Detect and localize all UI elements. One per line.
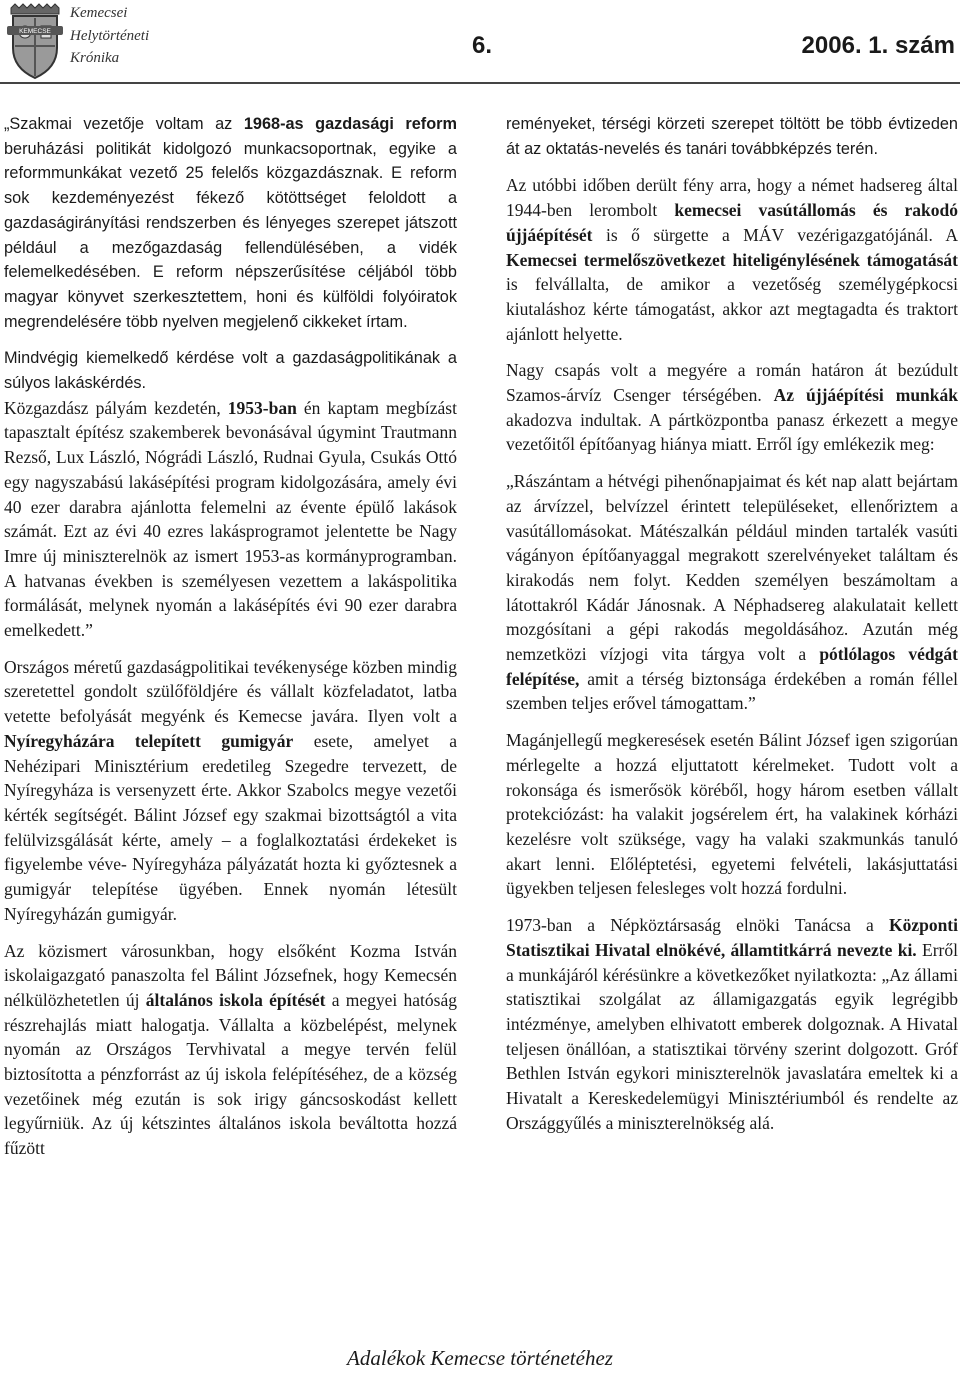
svg-text:KEMECSE: KEMECSE [19,28,51,35]
left-column [4,112,457,1173]
text-run: akadozva indultak. A pártközpontba panasz érkezett a megye vezetőitől építőanyag hiánya miatt. Erről így emlékezik meg: [506,409,958,455]
bold-run: Az újjáépítési munkák [773,385,958,406]
text-run: Közgazdász pályám kezdetén, [4,397,228,418]
text-run: reményeket, térségi körzeti szerepet töltött be több évtizeden át az oktatás-nevelés és tanári továbbképzés terén. [506,115,958,158]
text-run: is ő sürgette a MÁV vezérigazgatójánál. A [592,224,958,245]
bold-run: 1968-as gazdasági reform [243,115,457,133]
bold-run: kemecsei vasútállomás és rakodó újjáépítését [506,200,958,245]
paragraph [4,346,457,395]
text-run: esete, amelyet a Nehézipari Minisztérium eredetileg Szegedre tervezett, de Nyíregyháza is versenyzett érte. Akkor Szabolcs megye vezetői kérték segítségét. Bálint József egy szakmai bizottságtól a vita felülvizsgálását kérte, amely – a foglalkoztatási érdekeket is figyelembe véve- Nyíregyháza pályázatát hozta ki győztesnek a gumigyár telepítése ügyében. Ennek nyomán létesült Nyíregyházán gumigyár. [4,730,457,924]
text-run: beruházási politikát kidolgozó munkacsoportnak, egyike a reformmunkákat vezető 25 felelős közgazdásznak. E reform sok kezdeményezést fékező kötöttséget feloldott a gazdaságirányítási rendszerben és lényeges szerepet játszott például a mezőgazdaság fellendülésében, a vidék felemelkedésében. E reform népszerűsítése céljából több magyar könyvet szerkesztettem, honi és külföldi folyóiratok megrendelésére több nyelven megjelenő cikkeket írtam. [4,139,457,331]
text-run: „Rászántam a hétvégi pihenőnapjaimat és két nap alatt bejártam az árvízzel, belvízzel érintett településeket, ellenőriztem a vasútállomásokat. Mátészalkán például minden tartalék vasúti vágányon építőanyaggal megrakott szerelvényeket találtam és kirakodás nem folyt. Kedden személyen beszámoltam a látottakról Kádár Jánosnak. A Néphadsereg alakulatait kellett mozgósítani a gépi rakodás megoldásához. Azután még nemzetközi vízjogi vita tárgya volt a [506,471,958,665]
paragraph [506,469,958,716]
text-run: Mindvégig kiemelkedő kérdése volt a gazdaságpolitikának a súlyos lakáskérdés. [4,349,457,393]
text-run: is felvállalta, de amikor a vezetőség személygépkocsi kiutaláshoz kérte támogatást, akkor azt megtagadta és traktort ajánlott helyette. [506,274,958,344]
paragraph [506,913,958,1135]
text-run: Magánjellegű megkeresések esetén Bálint József igen szigorúan mérlegelte a hozzá eljuttatott kérelmeket. Tudott volt a rokonsága és ismerősök köréből, hogy három esetben vállalt protekciózást: ha valakit jogsérelem ért, ha valakinek kórházi kezelésre volt szüksége, vagy ha valaki szakmunkás tanuló akart lenni. Előléptetési, egyetemi felvételi, lakásjuttatási ügyekben teljesen felesleges volt hozzá fordulni. [506,730,958,899]
paragraph [506,112,958,161]
text-run: amit a térség biztonsága érdekében a román féllel szemben teljes erővel támogattam.” [506,668,958,714]
bold-run: pótlólagos védgát felépítése, [506,644,958,689]
text-run: Erről a munkájáról kérésünkre a következőket nyilatkozta: „Az állami statisztikai szolgálat az államigazgatás egyik legrégibb intézménye, amelyben elhivatott emberek dolgoznak. A Hivatal teljesen önállóan, a statisztikai törvény szerint dolgozott. Gróf Bethlen István egykori miniszterelnök javaslatára emeltek ki a Hivatalt a Kereskedelemügyi Minisztériumból és rendelte az Országgyűlés a miniszterelnökség alá. [506,939,958,1133]
issue-label: 2006. 1. szám [801,32,955,59]
page-header [0,0,960,82]
paragraph [4,655,457,927]
paragraph [4,939,457,1161]
text-run: Az közismert városunkban, hogy elsőként Kozma István iskolaigazgató panaszolta fel Bálint Józsefnek, hogy Kemecsén nélkülözhetetlen új [4,940,457,1010]
text-run: 1973-ban a Népköztársaság elnöki Tanácsa a [506,915,889,936]
text-run: Nagy csapás volt a megyére a román határon át bezúdult Szamos-árvíz Csenger térségében. [506,360,958,406]
paragraph [506,173,958,346]
bold-run: Központi Statisztikai Hivatal elnökévé, államtitkárrá nevezte ki. [506,915,958,960]
footer-tagline: Adalékok Kemecse történetéhez [347,1346,613,1370]
paragraph [506,728,958,901]
text-run: „Szakmai vezetője voltam az [4,115,244,133]
coat-of-arms-icon [5,2,65,80]
page-number: 6. [472,32,493,59]
brand-line-3: Krónika [70,50,120,66]
bold-run: Kemecsei termelőszövetkezet hiteligénylésének támogatását [506,249,958,270]
paragraph [4,396,457,643]
header-divider [0,82,960,84]
text-run: Az utóbbi időben derült fény arra, hogy a német hadsereg által 1944-ben lerombolt [506,175,958,221]
publication-title [70,2,149,70]
brand-line-2: Helytörténeti [70,27,150,44]
paragraph [4,112,457,334]
bold-run: általános iskola építését [145,989,326,1010]
bold-run: 1953-ban [227,397,297,418]
text-run: Országos méretű gazdaságpolitikai tevékenysége közben mindig szeretettel gondolt szülőföldjére és vállalt közfeladatot, latba vetette befolyását megyénk és Kemecse javára. Ilyen volt a [4,656,457,727]
right-column [506,112,958,1147]
text-run: én kaptam megbízást tapasztalt építész szakemberek bevonásával úgymint Trautmann Rezső, Lux László, Nógrádi László, Rudnai Gyula, Csukás Ottó egy nagyszabású lakásépítési program kidolgozására, amely évi 40 ezer darabra ajánlotta felemelni az évente épülő lakások számát. Ezt az évi 40 ezres lakásprogramot jelentette be Nagy Imre új miniszterelnök az ismert 1953-as kormányprogramban. A hatvanas években is személyesen vezettem a lakáspolitika formálását, melynek nyomán a lakásépítés évi 90 ezer darabra emelkedett.” [4,397,457,641]
brand-line-1: Kemecsei [70,5,128,21]
text-run: a megyei hatóság részrehajlás miatt halogatja. Vállalta a közbelépést, melynek nyomán az Országos Tervhivatal a megye tervén felül biztosította a pénzforrást az új iskola felépítéséhez, de a község vezetőinek még ezután is sok irigy gáncsoskodást kellett legyűrniük. Az új kétszintes általános iskola beváltotta hozzá fűzött [4,989,457,1159]
paragraph [506,358,958,457]
bold-run: Nyíregyházára telepített gumigyár [4,730,294,751]
